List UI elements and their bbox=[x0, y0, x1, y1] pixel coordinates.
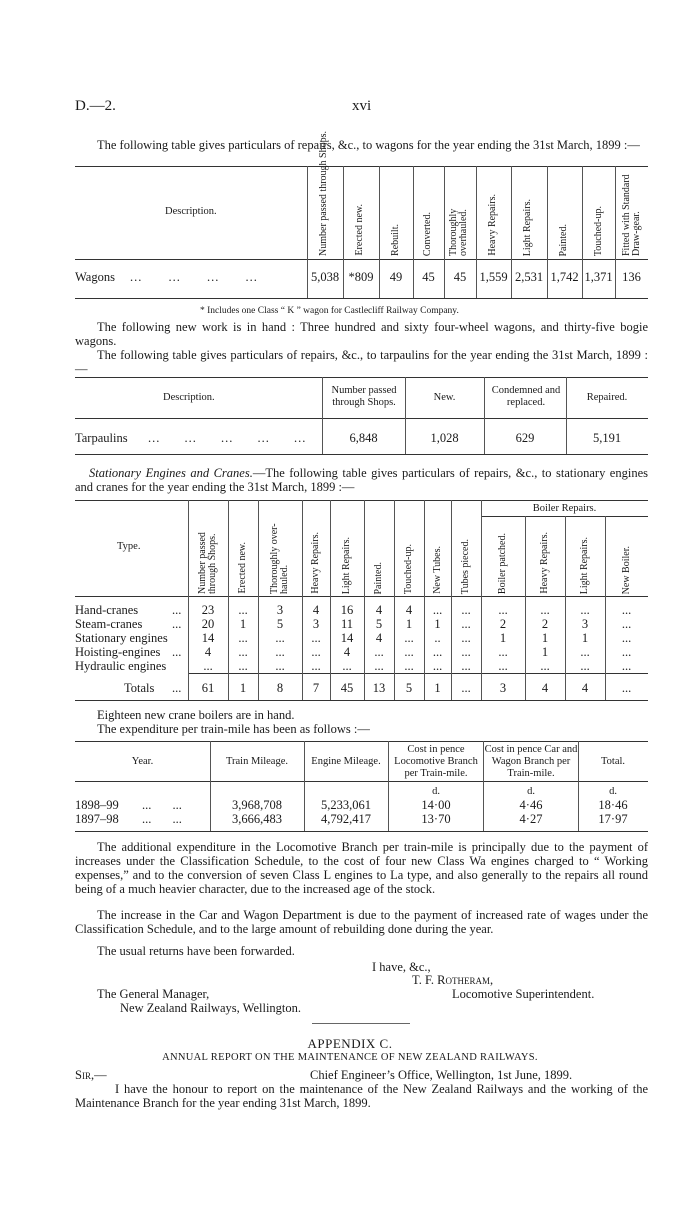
cranes-row-label: Hydraulic engines bbox=[75, 659, 167, 673]
totals-cell: 1 bbox=[434, 681, 441, 695]
exp-car: 4·46 bbox=[519, 798, 543, 812]
cranes-table-bottom-rule bbox=[75, 700, 648, 701]
cranes-cell: 16 bbox=[340, 603, 354, 617]
wagons-val: 1,559 bbox=[479, 270, 508, 284]
cranes-cell: 1 bbox=[541, 631, 549, 645]
cranes-cell: ... bbox=[275, 645, 285, 659]
cranes-cell: ... bbox=[461, 659, 471, 673]
cranes-cell: ... bbox=[580, 603, 590, 617]
exp-train: 3,666,483 bbox=[232, 812, 282, 826]
cranes-cell: 4 bbox=[343, 645, 351, 659]
tarp-val-repaired: 5,191 bbox=[592, 431, 622, 445]
section-divider bbox=[312, 1023, 410, 1024]
cranes-cell: 5 bbox=[375, 617, 383, 631]
totals-cell: 8 bbox=[276, 681, 284, 695]
totals-cell: 45 bbox=[340, 681, 354, 695]
totals-label: Totals bbox=[124, 681, 155, 695]
addressee-line-2: New Zealand Railways, Wellington. bbox=[120, 1001, 302, 1015]
cranes-cell: ... bbox=[621, 659, 632, 673]
wagons-col-passed: Number passed through Shops. bbox=[318, 131, 329, 256]
cranes-cell: 4 bbox=[375, 603, 383, 617]
cranes-cell: ... bbox=[461, 617, 471, 631]
wagons-col-painted: Painted. bbox=[558, 223, 569, 256]
wagons-col-light: Light Repairs. bbox=[522, 198, 533, 256]
cranes-cell: ... bbox=[461, 631, 471, 645]
wagons-footnote: * Includes one Class “ K ” wagon for Castlecliff Railway Company. bbox=[200, 306, 459, 316]
wagons-col-heavy: Heavy Repairs. bbox=[487, 194, 498, 256]
cranes-cell: ... bbox=[238, 603, 248, 617]
tarp-table-bottom-rule bbox=[75, 454, 648, 455]
cranes-cell: 1 bbox=[499, 631, 507, 645]
cranes-cell: ... bbox=[498, 603, 508, 617]
cranes-col: Heavy Repairs. bbox=[539, 532, 550, 594]
wagons-row-label: Wagons bbox=[75, 270, 115, 284]
cranes-cell: 23 bbox=[201, 603, 215, 617]
exp-table-header-rule bbox=[75, 781, 648, 782]
cranes-cell: .. bbox=[434, 631, 441, 645]
cranes-cell: 3 bbox=[276, 603, 284, 617]
tarp-val-passed: 6,848 bbox=[349, 431, 378, 445]
tarp-table-top-rule bbox=[75, 377, 648, 378]
cranes-col: Thoroughly over-hauled. bbox=[269, 523, 290, 594]
tarp-header-repaired: Repaired. bbox=[586, 392, 628, 403]
page-ref: D.—2. bbox=[75, 98, 116, 114]
totals-cell: 4 bbox=[581, 681, 589, 695]
cranes-cell: ... bbox=[621, 617, 632, 631]
wagons-row-dots: ... ... ... ... bbox=[130, 270, 258, 284]
cranes-cell: 4 bbox=[375, 631, 383, 645]
cranes-cell: 20 bbox=[201, 617, 215, 631]
expenditure-intro: The expenditure per train-mile has been as follows :— bbox=[97, 722, 370, 736]
tarp-header-condemned: Condemned and replaced. bbox=[491, 385, 561, 408]
cranes-cell: 14 bbox=[201, 631, 215, 645]
exp-header-loco: Cost in pence Locomotive Branch per Train-mile. bbox=[394, 744, 478, 779]
exp-total: 17·97 bbox=[598, 812, 628, 826]
final-paragraph: I have the honour to report on the maintenance of the New Zealand Railways and the working of the Maintenance Branch for the year ending 31st March, 1899. bbox=[75, 1082, 648, 1110]
exp-unit-total: d. bbox=[609, 786, 617, 797]
signature-have: I have, &c., bbox=[372, 960, 431, 974]
salutation: Sir,— bbox=[75, 1068, 107, 1082]
wagons-val: 49 bbox=[389, 270, 403, 284]
cranes-cell: ... bbox=[621, 603, 632, 617]
wagons-table-bottom-rule bbox=[75, 298, 648, 299]
cranes-cell: ... bbox=[404, 631, 414, 645]
cranes-cell: 11 bbox=[340, 617, 354, 631]
cranes-col: Tubes pieced. bbox=[460, 538, 471, 594]
wagons-val: 45 bbox=[422, 270, 435, 284]
wagons-col-overhauled: Thoroughly overhauled. bbox=[448, 208, 469, 256]
cranes-cell: 14 bbox=[340, 631, 354, 645]
cranes-cell: ... bbox=[275, 659, 285, 673]
stationary-intro: Stationary Engines and Cranes.—The following table gives particulars of repairs, &c., to stationary engines and cranes for the year ending the 31st March, 1899 :— bbox=[75, 466, 648, 494]
totals-cell: 3 bbox=[499, 681, 507, 695]
wagons-val: *809 bbox=[348, 270, 374, 284]
cranes-cell: ... bbox=[238, 645, 248, 659]
cranes-cell: ... bbox=[580, 659, 590, 673]
cranes-cell: ... bbox=[540, 603, 550, 617]
new-work-paragraph: The following new work is in hand : Three hundred and sixty four-wheel wagons, and thirty-five bogie wagons. bbox=[75, 320, 648, 348]
addressee-line-1: The General Manager, bbox=[97, 987, 210, 1001]
cranes-cell: ... bbox=[374, 659, 384, 673]
cranes-cell: 1 bbox=[434, 617, 441, 631]
tarp-val-condemned: 629 bbox=[515, 431, 535, 445]
cranes-cell: ... bbox=[432, 659, 443, 673]
exp-dots: ... ... bbox=[142, 812, 182, 826]
exp-total: 18·46 bbox=[598, 798, 628, 812]
cranes-cell: ... bbox=[621, 645, 632, 659]
cranes-cell: 1 bbox=[405, 617, 413, 631]
totals-cell: 7 bbox=[312, 681, 320, 695]
cranes-cell: ... bbox=[498, 645, 508, 659]
cranes-row-label: Steam-cranes bbox=[75, 617, 143, 631]
cranes-col: Heavy Repairs. bbox=[310, 532, 321, 594]
cranes-cell: ... bbox=[311, 645, 321, 659]
exp-engine: 4,792,417 bbox=[321, 812, 371, 826]
wagons-val: 1,371 bbox=[584, 270, 613, 284]
wagons-val: 5,038 bbox=[310, 270, 340, 284]
paragraph-additional: The additional expenditure in the Locomotive Branch per train-mile is principally due to the payment of increases under the Classification Schedule, to the cost of four new Class Wa engines charged to “ Working expenses,” and to the conversion of seven Class L engines to La type, and also generally to the repairs all round being of a much heavier character, due to the increased age of the stock. bbox=[75, 840, 648, 896]
cranes-cell: ... bbox=[461, 603, 471, 617]
wagons-col-drawgear: Fitted with Standard Draw-gear. bbox=[621, 174, 642, 256]
wagons-table-top-rule bbox=[75, 166, 648, 167]
cranes-cell: ... bbox=[432, 603, 443, 617]
signature-name: T. F. Rotheram, bbox=[412, 973, 494, 987]
exp-car: 4·27 bbox=[519, 812, 543, 826]
cranes-col: Light Repairs. bbox=[579, 536, 590, 594]
cranes-col: Light Repairs. bbox=[341, 536, 352, 594]
exp-dots: ... ... bbox=[142, 798, 182, 812]
cranes-cell: ... bbox=[540, 659, 550, 673]
exp-header-total: Total. bbox=[600, 756, 626, 767]
cranes-type-header: Type. bbox=[117, 541, 141, 552]
exp-table-bottom-rule bbox=[75, 831, 648, 832]
office-line: Chief Engineer’s Office, Wellington, 1st June, 1899. bbox=[310, 1068, 573, 1082]
new-boilers-text: Eighteen new crane boilers are in hand. bbox=[97, 708, 295, 722]
totals-cell: 4 bbox=[541, 681, 549, 695]
tarp-table-header-rule bbox=[75, 418, 648, 419]
totals-cell: 5 bbox=[405, 681, 413, 695]
cranes-cell: 1 bbox=[541, 645, 549, 659]
page-number: xvi bbox=[352, 98, 372, 114]
wagons-desc-header: Description. bbox=[165, 206, 217, 217]
tarp-header-new: New. bbox=[433, 392, 456, 403]
cranes-cell: ... bbox=[432, 645, 443, 659]
cranes-cell: 4 bbox=[204, 645, 212, 659]
totals-cell: ... bbox=[621, 681, 632, 695]
appendix-title: APPENDIX C. bbox=[307, 1036, 393, 1051]
wagons-col-touched: Touched-up. bbox=[593, 205, 604, 256]
cranes-table-top-rule bbox=[75, 500, 648, 501]
wagons-col-rebuilt: Rebuilt. bbox=[390, 224, 401, 256]
cranes-row-label: Stationary engines bbox=[75, 631, 168, 645]
paragraph-increase: The increase in the Car and Wagon Department is due to the payment of increased rate of wages under the Classification Schedule, and to the large amount of rebuilding done during the year. bbox=[75, 908, 648, 936]
wagons-val: 2,531 bbox=[514, 270, 544, 284]
cranes-row-label: Hand-cranes bbox=[75, 603, 139, 617]
tarp-row-label: Tarpaulins bbox=[75, 431, 128, 445]
cranes-row-dots: ... bbox=[172, 645, 182, 659]
cranes-cell: 2 bbox=[499, 617, 507, 631]
stationary-heading: Stationary Engines and Cranes. bbox=[89, 466, 253, 480]
cranes-cell: ... bbox=[238, 631, 248, 645]
tarp-header-desc: Description. bbox=[163, 392, 215, 403]
exp-header-engine: Engine Mileage. bbox=[311, 756, 381, 767]
wagons-val: 45 bbox=[453, 270, 467, 284]
cranes-cell: 4 bbox=[312, 603, 320, 617]
exp-unit-car: d. bbox=[527, 786, 535, 797]
totals-cell: 61 bbox=[201, 681, 215, 695]
tarp-header-passed: Number passed through Shops. bbox=[331, 385, 397, 408]
cranes-cell: 4 bbox=[405, 603, 413, 617]
cranes-cell: ... bbox=[203, 659, 213, 673]
cranes-cell: ... bbox=[311, 631, 321, 645]
cranes-cell: ... bbox=[374, 645, 384, 659]
totals-cell: 13 bbox=[372, 681, 386, 695]
cranes-col: Erected new. bbox=[237, 542, 248, 594]
paragraph-returns: The usual returns have been forwarded. bbox=[97, 944, 295, 958]
exp-table-top-rule bbox=[75, 741, 648, 742]
cranes-cell: ... bbox=[621, 631, 632, 645]
exp-loco: 14·00 bbox=[421, 798, 451, 812]
exp-header-train: Train Mileage. bbox=[225, 756, 289, 767]
cranes-col: New Tubes. bbox=[431, 546, 443, 594]
cranes-cell: 2 bbox=[541, 617, 549, 631]
cranes-cell: ... bbox=[275, 631, 285, 645]
appendix-subtitle: ANNUAL REPORT ON THE MAINTENANCE OF NEW ZEALAND RAILWAYS. bbox=[162, 1052, 538, 1063]
tarp-val-new: 1,028 bbox=[430, 431, 459, 445]
wagons-intro: The following table gives particulars of repairs, &c., to wagons for the year ending the 31st March, 1899 :— bbox=[97, 138, 640, 152]
wagons-val: 136 bbox=[622, 270, 641, 284]
exp-year: 1897–98 bbox=[75, 812, 119, 826]
cranes-cell: 3 bbox=[312, 617, 320, 631]
exp-header-car: Cost in pence Car and Wagon Branch per Train-mile. bbox=[484, 744, 578, 779]
exp-header-year: Year. bbox=[131, 756, 154, 767]
tarp-row-dots: ... ... ... ... ... bbox=[148, 431, 307, 445]
cranes-cell: ... bbox=[461, 645, 471, 659]
cranes-cell: ... bbox=[311, 659, 321, 673]
cranes-cell: 1 bbox=[239, 617, 247, 631]
totals-cell: 1 bbox=[239, 681, 247, 695]
cranes-col: New Boiler. bbox=[620, 545, 632, 594]
cranes-cell: ... bbox=[498, 659, 508, 673]
cranes-cell: ... bbox=[342, 659, 352, 673]
wagons-col-erected: Erected new. bbox=[354, 204, 365, 256]
cranes-col: Number passed through Shops. bbox=[197, 532, 218, 594]
cranes-cell: 5 bbox=[276, 617, 284, 631]
totals-cell: ... bbox=[461, 681, 471, 695]
signature-title: Locomotive Superintendent. bbox=[452, 987, 595, 1001]
cranes-cell: ... bbox=[404, 659, 414, 673]
cranes-col: Boiler patched. bbox=[497, 532, 508, 594]
wagons-col-converted: Converted. bbox=[422, 211, 433, 256]
cranes-cell: 1 bbox=[581, 631, 589, 645]
totals-dots: ... bbox=[172, 681, 182, 695]
exp-year: 1898–99 bbox=[75, 798, 119, 812]
cranes-col: Touched-up. bbox=[403, 543, 414, 594]
cranes-boiler-header: Boiler Repairs. bbox=[532, 503, 597, 514]
cranes-cell: ... bbox=[238, 659, 248, 673]
exp-train: 3,968,708 bbox=[232, 798, 282, 812]
cranes-cell: ... bbox=[580, 645, 590, 659]
cranes-cell: ... bbox=[404, 645, 414, 659]
cranes-table-header-rule bbox=[75, 596, 648, 597]
tarpaulins-intro: The following table gives particulars of repairs, &c., to tarpaulins for the year ending the 31st March, 1899 :— bbox=[75, 348, 648, 376]
wagons-val: 1,742 bbox=[550, 270, 579, 284]
exp-unit-loco: d. bbox=[432, 786, 440, 797]
exp-engine: 5,233,061 bbox=[321, 798, 371, 812]
cranes-col: Painted. bbox=[373, 561, 384, 594]
exp-loco: 13·70 bbox=[421, 812, 451, 826]
cranes-row-label: Hoisting-engines bbox=[75, 645, 161, 659]
cranes-cell: 3 bbox=[581, 617, 589, 631]
cranes-row-dots: ... bbox=[172, 603, 182, 617]
wagons-table-header-rule bbox=[75, 259, 648, 260]
cranes-row-dots: ... bbox=[172, 617, 182, 631]
